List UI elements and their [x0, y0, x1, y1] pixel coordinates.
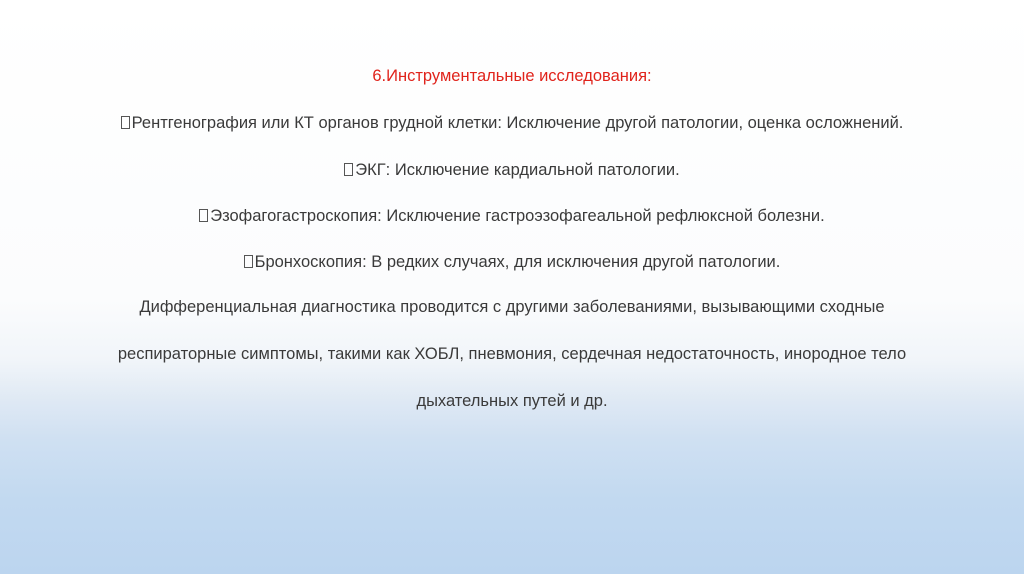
- paragraph-line: дыхательных путей и др.: [416, 392, 608, 410]
- list-item-bronchoscopy: [0, 252, 1024, 272]
- list-item-label: Эзофагогастроскопия: Исключение гастроэзофагеальной рефлюксной болезни.: [210, 207, 825, 225]
- paragraph-line: респираторные симптомы, такими как ХОБЛ, пневмония, сердечная недостаточность, инородное тело: [117, 345, 907, 363]
- section-heading: 6.Инструментальные исследования:: [372, 67, 652, 85]
- list-item-radiography: [0, 113, 1024, 133]
- list-item-label: Бронхоскопия: В редких случаях, для исключения другой патологии.: [254, 253, 781, 271]
- bullet-box-icon: [121, 116, 130, 129]
- list-item-ecg: [0, 160, 1024, 180]
- bullet-box-icon: [199, 209, 208, 222]
- bullet-box-icon: [244, 255, 253, 268]
- list-item-label: ЭКГ: Исключение кардиальной патологии.: [355, 161, 680, 179]
- list-item-egds: [0, 206, 1024, 226]
- bullet-box-icon: [344, 163, 353, 176]
- list-item-label: Рентгенография или КТ органов грудной клетки: Исключение другой патологии, оценка осложнений.: [131, 114, 904, 132]
- paragraph-line: Дифференциальная диагностика проводится с другими заболеваниями, вызывающими сходные: [139, 298, 885, 316]
